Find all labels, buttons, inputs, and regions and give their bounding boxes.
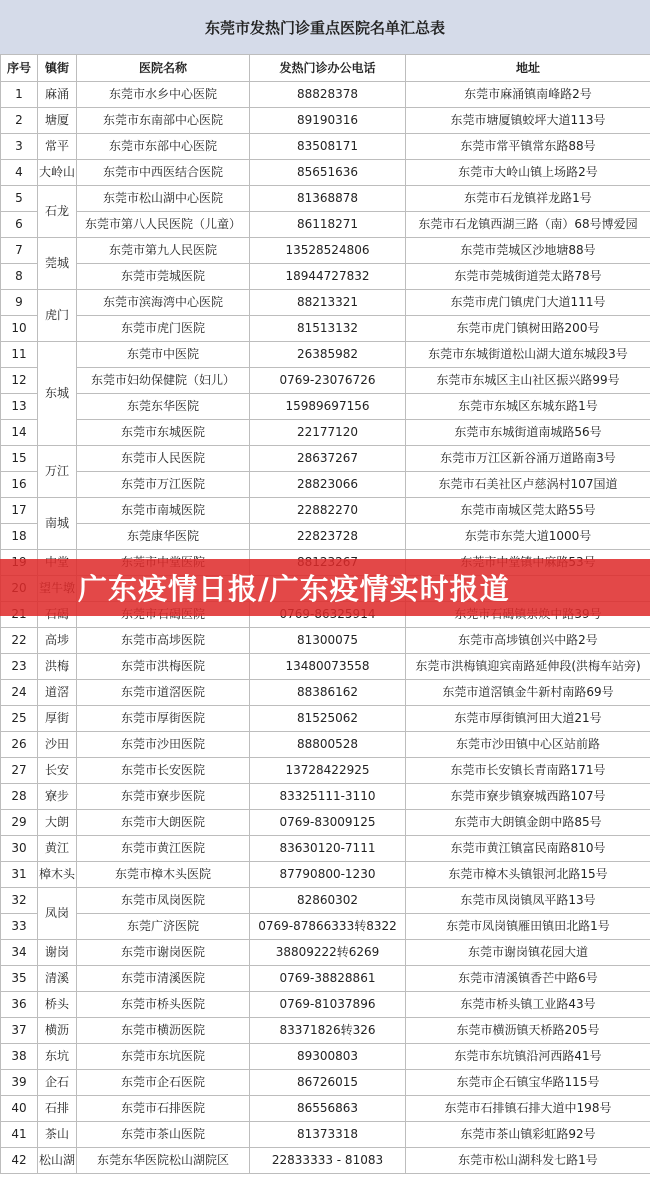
- table-row: [1, 394, 650, 420]
- cell-no: 39: [1, 1070, 38, 1096]
- cell-no: 28: [1, 784, 38, 810]
- cell-town: 道滘: [38, 680, 77, 706]
- cell-town: 麻涌: [38, 82, 77, 108]
- cell-hospital: 东莞市莞城医院: [77, 264, 250, 290]
- cell-no: 11: [1, 342, 38, 368]
- cell-phone: 0769-23076726: [250, 368, 406, 394]
- page-title: 东莞市发热门诊重点医院名单汇总表: [0, 0, 650, 55]
- cell-address: 东莞市大朗镇金朗中路85号: [406, 810, 650, 836]
- cell-town: 寮步: [38, 784, 77, 810]
- column-header-hospital: 医院名称: [77, 55, 250, 82]
- cell-phone: 22882270: [250, 498, 406, 524]
- cell-phone: 88213321: [250, 290, 406, 316]
- cell-phone: 83371826转326: [250, 1018, 406, 1044]
- cell-town: 清溪: [38, 966, 77, 992]
- cell-phone: 13528524806: [250, 238, 406, 264]
- cell-town: 大岭山: [38, 160, 77, 186]
- cell-hospital: 东莞市黄江医院: [77, 836, 250, 862]
- cell-phone: 83508171: [250, 134, 406, 160]
- table-row: [1, 108, 650, 134]
- cell-town: 东城: [38, 342, 77, 446]
- cell-no: 18: [1, 524, 38, 550]
- table-row: [1, 940, 650, 966]
- cell-no: 36: [1, 992, 38, 1018]
- cell-hospital: 东莞广济医院: [77, 914, 250, 940]
- cell-phone: 88800528: [250, 732, 406, 758]
- table-row: [1, 238, 650, 264]
- table-row: [1, 628, 650, 654]
- cell-phone: 28637267: [250, 446, 406, 472]
- cell-town: 横沥: [38, 1018, 77, 1044]
- cell-address: 东莞市黄江镇富民南路810号: [406, 836, 650, 862]
- table-row: [1, 160, 650, 186]
- cell-phone: 0769-38828861: [250, 966, 406, 992]
- cell-address: 东莞市长安镇长青南路171号: [406, 758, 650, 784]
- table-row: [1, 1044, 650, 1070]
- cell-hospital: 东莞市石排医院: [77, 1096, 250, 1122]
- table-row: [1, 758, 650, 784]
- cell-address: 东莞市石龙镇西湖三路（南）68号博爱园: [406, 212, 650, 238]
- cell-phone: 13480073558: [250, 654, 406, 680]
- cell-town: 常平: [38, 134, 77, 160]
- cell-hospital: 东莞市滨海湾中心医院: [77, 290, 250, 316]
- cell-no: 26: [1, 732, 38, 758]
- cell-phone: 85651636: [250, 160, 406, 186]
- cell-town: 企石: [38, 1070, 77, 1096]
- cell-town: 万江: [38, 446, 77, 498]
- cell-address: 东莞市南城区莞太路55号: [406, 498, 650, 524]
- cell-phone: 22823728: [250, 524, 406, 550]
- cell-hospital: 东莞市水乡中心医院: [77, 82, 250, 108]
- cell-address: 东莞市虎门镇虎门大道111号: [406, 290, 650, 316]
- cell-address: 东莞市凤岗镇雁田镇田北路1号: [406, 914, 650, 940]
- cell-town: 松山湖: [38, 1148, 77, 1174]
- table-row: [1, 732, 650, 758]
- column-header-address: 地址: [406, 55, 650, 82]
- cell-hospital: 东莞市东坑医院: [77, 1044, 250, 1070]
- cell-no: 24: [1, 680, 38, 706]
- cell-address: 东莞市茶山镇彩虹路92号: [406, 1122, 650, 1148]
- cell-hospital: 东莞东华医院松山湖院区: [77, 1148, 250, 1174]
- cell-address: 东莞市桥头镇工业路43号: [406, 992, 650, 1018]
- cell-town: 塘厦: [38, 108, 77, 134]
- cell-phone: 82860302: [250, 888, 406, 914]
- table-row: [1, 836, 650, 862]
- table-row: [1, 862, 650, 888]
- cell-hospital: 东莞市谢岗医院: [77, 940, 250, 966]
- cell-town: 石龙: [38, 186, 77, 238]
- cell-town: 莞城: [38, 238, 77, 290]
- cell-phone: 22177120: [250, 420, 406, 446]
- cell-hospital: 东莞市长安医院: [77, 758, 250, 784]
- cell-address: 东莞市东坑镇沿河西路41号: [406, 1044, 650, 1070]
- cell-phone: 13728422925: [250, 758, 406, 784]
- watermark-banner: [0, 559, 650, 616]
- table-row: [1, 1018, 650, 1044]
- cell-hospital: 东莞市桥头医院: [77, 992, 250, 1018]
- cell-phone: 18944727832: [250, 264, 406, 290]
- cell-no: 14: [1, 420, 38, 446]
- cell-hospital: 东莞市松山湖中心医院: [77, 186, 250, 212]
- cell-phone: 81368878: [250, 186, 406, 212]
- cell-town: 高埗: [38, 628, 77, 654]
- cell-address: 东莞市石美社区卢慈涡村107国道: [406, 472, 650, 498]
- cell-address: 东莞市寮步镇寮城西路107号: [406, 784, 650, 810]
- table-row: [1, 992, 650, 1018]
- cell-address: 东莞市企石镇宝华路115号: [406, 1070, 650, 1096]
- cell-address: 东莞市常平镇常东路88号: [406, 134, 650, 160]
- cell-phone: 15989697156: [250, 394, 406, 420]
- cell-address: 东莞市松山湖科发七路1号: [406, 1148, 650, 1174]
- cell-no: 29: [1, 810, 38, 836]
- table-row: [1, 446, 650, 472]
- cell-phone: 81373318: [250, 1122, 406, 1148]
- table-row: [1, 134, 650, 160]
- cell-address: 东莞市东莞大道1000号: [406, 524, 650, 550]
- cell-hospital: 东莞市企石医院: [77, 1070, 250, 1096]
- cell-phone: 86556863: [250, 1096, 406, 1122]
- cell-address: 东莞市石排镇石排大道中198号: [406, 1096, 650, 1122]
- cell-phone: 81513132: [250, 316, 406, 342]
- cell-hospital: 东莞市樟木头医院: [77, 862, 250, 888]
- table-row: [1, 1070, 650, 1096]
- cell-no: 15: [1, 446, 38, 472]
- cell-town: 桥头: [38, 992, 77, 1018]
- cell-no: 30: [1, 836, 38, 862]
- cell-hospital: 东莞市中医院: [77, 342, 250, 368]
- cell-no: 25: [1, 706, 38, 732]
- cell-no: 1: [1, 82, 38, 108]
- table-row: [1, 706, 650, 732]
- cell-no: 10: [1, 316, 38, 342]
- cell-town: 茶山: [38, 1122, 77, 1148]
- cell-phone: 89300803: [250, 1044, 406, 1070]
- cell-town: 洪梅: [38, 654, 77, 680]
- cell-address: 东莞市东城街道松山湖大道东城段3号: [406, 342, 650, 368]
- cell-hospital: 东莞市虎门医院: [77, 316, 250, 342]
- table-row: [1, 186, 650, 212]
- table-row: [1, 680, 650, 706]
- table-row: [1, 316, 650, 342]
- cell-no: 5: [1, 186, 38, 212]
- cell-address: 东莞市东城区主山社区振兴路99号: [406, 368, 650, 394]
- cell-address: 东莞市凤岗镇凤平路13号: [406, 888, 650, 914]
- cell-hospital: 东莞市中西医结合医院: [77, 160, 250, 186]
- cell-phone: 26385982: [250, 342, 406, 368]
- cell-hospital: 东莞市寮步医院: [77, 784, 250, 810]
- cell-phone: 83325111-3110: [250, 784, 406, 810]
- cell-phone: 0769-81037896: [250, 992, 406, 1018]
- cell-no: 31: [1, 862, 38, 888]
- table-row: [1, 914, 650, 940]
- cell-phone: 88828378: [250, 82, 406, 108]
- table-row: [1, 1148, 650, 1174]
- cell-town: 大朗: [38, 810, 77, 836]
- cell-address: 东莞市樟木头镇银河北路15号: [406, 862, 650, 888]
- cell-no: 9: [1, 290, 38, 316]
- cell-no: 12: [1, 368, 38, 394]
- cell-address: 东莞市高埗镇创兴中路2号: [406, 628, 650, 654]
- cell-address: 东莞市莞城街道莞太路78号: [406, 264, 650, 290]
- cell-hospital: 东莞市南城医院: [77, 498, 250, 524]
- cell-no: 35: [1, 966, 38, 992]
- cell-hospital: 东莞市第八人民医院（儿童）: [77, 212, 250, 238]
- table-row: [1, 212, 650, 238]
- cell-town: 沙田: [38, 732, 77, 758]
- table-row: [1, 654, 650, 680]
- cell-town: 东坑: [38, 1044, 77, 1070]
- cell-hospital: 东莞市大朗医院: [77, 810, 250, 836]
- cell-address: 东莞市石龙镇祥龙路1号: [406, 186, 650, 212]
- table-row: [1, 1096, 650, 1122]
- table-row: [1, 966, 650, 992]
- cell-phone: 38809222转6269: [250, 940, 406, 966]
- cell-no: 27: [1, 758, 38, 784]
- cell-hospital: 东莞市第九人民医院: [77, 238, 250, 264]
- cell-no: 23: [1, 654, 38, 680]
- cell-town: 虎门: [38, 290, 77, 342]
- cell-no: 13: [1, 394, 38, 420]
- banner-text: 广东疫情日报/广东疫情实时报道: [78, 572, 510, 606]
- table-row: [1, 498, 650, 524]
- cell-no: 34: [1, 940, 38, 966]
- cell-phone: 86726015: [250, 1070, 406, 1096]
- table-row: [1, 524, 650, 550]
- cell-hospital: 东莞市东部中心医院: [77, 134, 250, 160]
- cell-hospital: 东莞市妇幼保健院（妇儿）: [77, 368, 250, 394]
- cell-no: 17: [1, 498, 38, 524]
- cell-hospital: 东莞市厚街医院: [77, 706, 250, 732]
- cell-town: 樟木头: [38, 862, 77, 888]
- cell-town: 长安: [38, 758, 77, 784]
- table-row: [1, 264, 650, 290]
- cell-hospital: 东莞市东城医院: [77, 420, 250, 446]
- cell-hospital: 东莞市沙田医院: [77, 732, 250, 758]
- cell-address: 东莞市横沥镇天桥路205号: [406, 1018, 650, 1044]
- cell-no: 2: [1, 108, 38, 134]
- cell-phone: 86118271: [250, 212, 406, 238]
- cell-hospital: 东莞东华医院: [77, 394, 250, 420]
- cell-no: 41: [1, 1122, 38, 1148]
- cell-town: 谢岗: [38, 940, 77, 966]
- column-header-town: 镇街: [38, 55, 77, 82]
- cell-no: 8: [1, 264, 38, 290]
- table-row: [1, 368, 650, 394]
- table-row: [1, 82, 650, 108]
- cell-address: 东莞市东城街道南城路56号: [406, 420, 650, 446]
- cell-phone: 87790800-1230: [250, 862, 406, 888]
- cell-hospital: 东莞市万江医院: [77, 472, 250, 498]
- cell-address: 东莞市沙田镇中心区站前路: [406, 732, 650, 758]
- cell-no: 32: [1, 888, 38, 914]
- cell-address: 东莞市东城区东城东路1号: [406, 394, 650, 420]
- cell-address: 东莞市塘厦镇蛟坪大道113号: [406, 108, 650, 134]
- cell-no: 3: [1, 134, 38, 160]
- cell-phone: 28823066: [250, 472, 406, 498]
- cell-no: 6: [1, 212, 38, 238]
- column-header-no: 序号: [1, 55, 38, 82]
- cell-no: 16: [1, 472, 38, 498]
- cell-no: 40: [1, 1096, 38, 1122]
- cell-address: 东莞市万江区新谷涌万道路南3号: [406, 446, 650, 472]
- cell-hospital: 东莞市凤岗医院: [77, 888, 250, 914]
- cell-hospital: 东莞康华医院: [77, 524, 250, 550]
- table-row: [1, 1122, 650, 1148]
- cell-town: 石排: [38, 1096, 77, 1122]
- cell-address: 东莞市厚街镇河田大道21号: [406, 706, 650, 732]
- table-row: [1, 290, 650, 316]
- cell-no: 22: [1, 628, 38, 654]
- cell-no: 37: [1, 1018, 38, 1044]
- cell-phone: 89190316: [250, 108, 406, 134]
- cell-no: 42: [1, 1148, 38, 1174]
- cell-phone: 83630120-7111: [250, 836, 406, 862]
- cell-town: 厚街: [38, 706, 77, 732]
- cell-no: 38: [1, 1044, 38, 1070]
- table-row: [1, 784, 650, 810]
- cell-address: 东莞市谢岗镇花园大道: [406, 940, 650, 966]
- table-row: [1, 420, 650, 446]
- cell-address: 东莞市虎门镇树田路200号: [406, 316, 650, 342]
- cell-address: 东莞市麻涌镇南峰路2号: [406, 82, 650, 108]
- cell-phone: 81300075: [250, 628, 406, 654]
- table-row: [1, 888, 650, 914]
- cell-address: 东莞市莞城区沙地塘88号: [406, 238, 650, 264]
- cell-address: 东莞市清溪镇香芒中路6号: [406, 966, 650, 992]
- cell-town: 凤岗: [38, 888, 77, 940]
- cell-hospital: 东莞市道滘医院: [77, 680, 250, 706]
- cell-no: 7: [1, 238, 38, 264]
- cell-phone: 0769-83009125: [250, 810, 406, 836]
- cell-town: 黄江: [38, 836, 77, 862]
- cell-hospital: 东莞市茶山医院: [77, 1122, 250, 1148]
- cell-hospital: 东莞市洪梅医院: [77, 654, 250, 680]
- cell-address: 东莞市洪梅镇迎宾南路延伸段(洪梅车站旁): [406, 654, 650, 680]
- table-header-row: [1, 55, 650, 82]
- table-row: [1, 810, 650, 836]
- table-body: [1, 82, 650, 1174]
- cell-no: 33: [1, 914, 38, 940]
- cell-phone: 22833333 - 81083: [250, 1148, 406, 1174]
- cell-hospital: 东莞市横沥医院: [77, 1018, 250, 1044]
- cell-town: 南城: [38, 498, 77, 550]
- table-row: [1, 472, 650, 498]
- cell-hospital: 东莞市东南部中心医院: [77, 108, 250, 134]
- cell-hospital: 东莞市清溪医院: [77, 966, 250, 992]
- cell-phone: 88386162: [250, 680, 406, 706]
- table-row: [1, 342, 650, 368]
- cell-address: 东莞市大岭山镇上场路2号: [406, 160, 650, 186]
- cell-phone: 81525062: [250, 706, 406, 732]
- cell-hospital: 东莞市人民医院: [77, 446, 250, 472]
- cell-hospital: 东莞市高埗医院: [77, 628, 250, 654]
- column-header-phone: 发热门诊办公电话: [250, 55, 406, 82]
- cell-no: 4: [1, 160, 38, 186]
- cell-phone: 0769-87866333转8322: [250, 914, 406, 940]
- cell-address: 东莞市道滘镇金牛新村南路69号: [406, 680, 650, 706]
